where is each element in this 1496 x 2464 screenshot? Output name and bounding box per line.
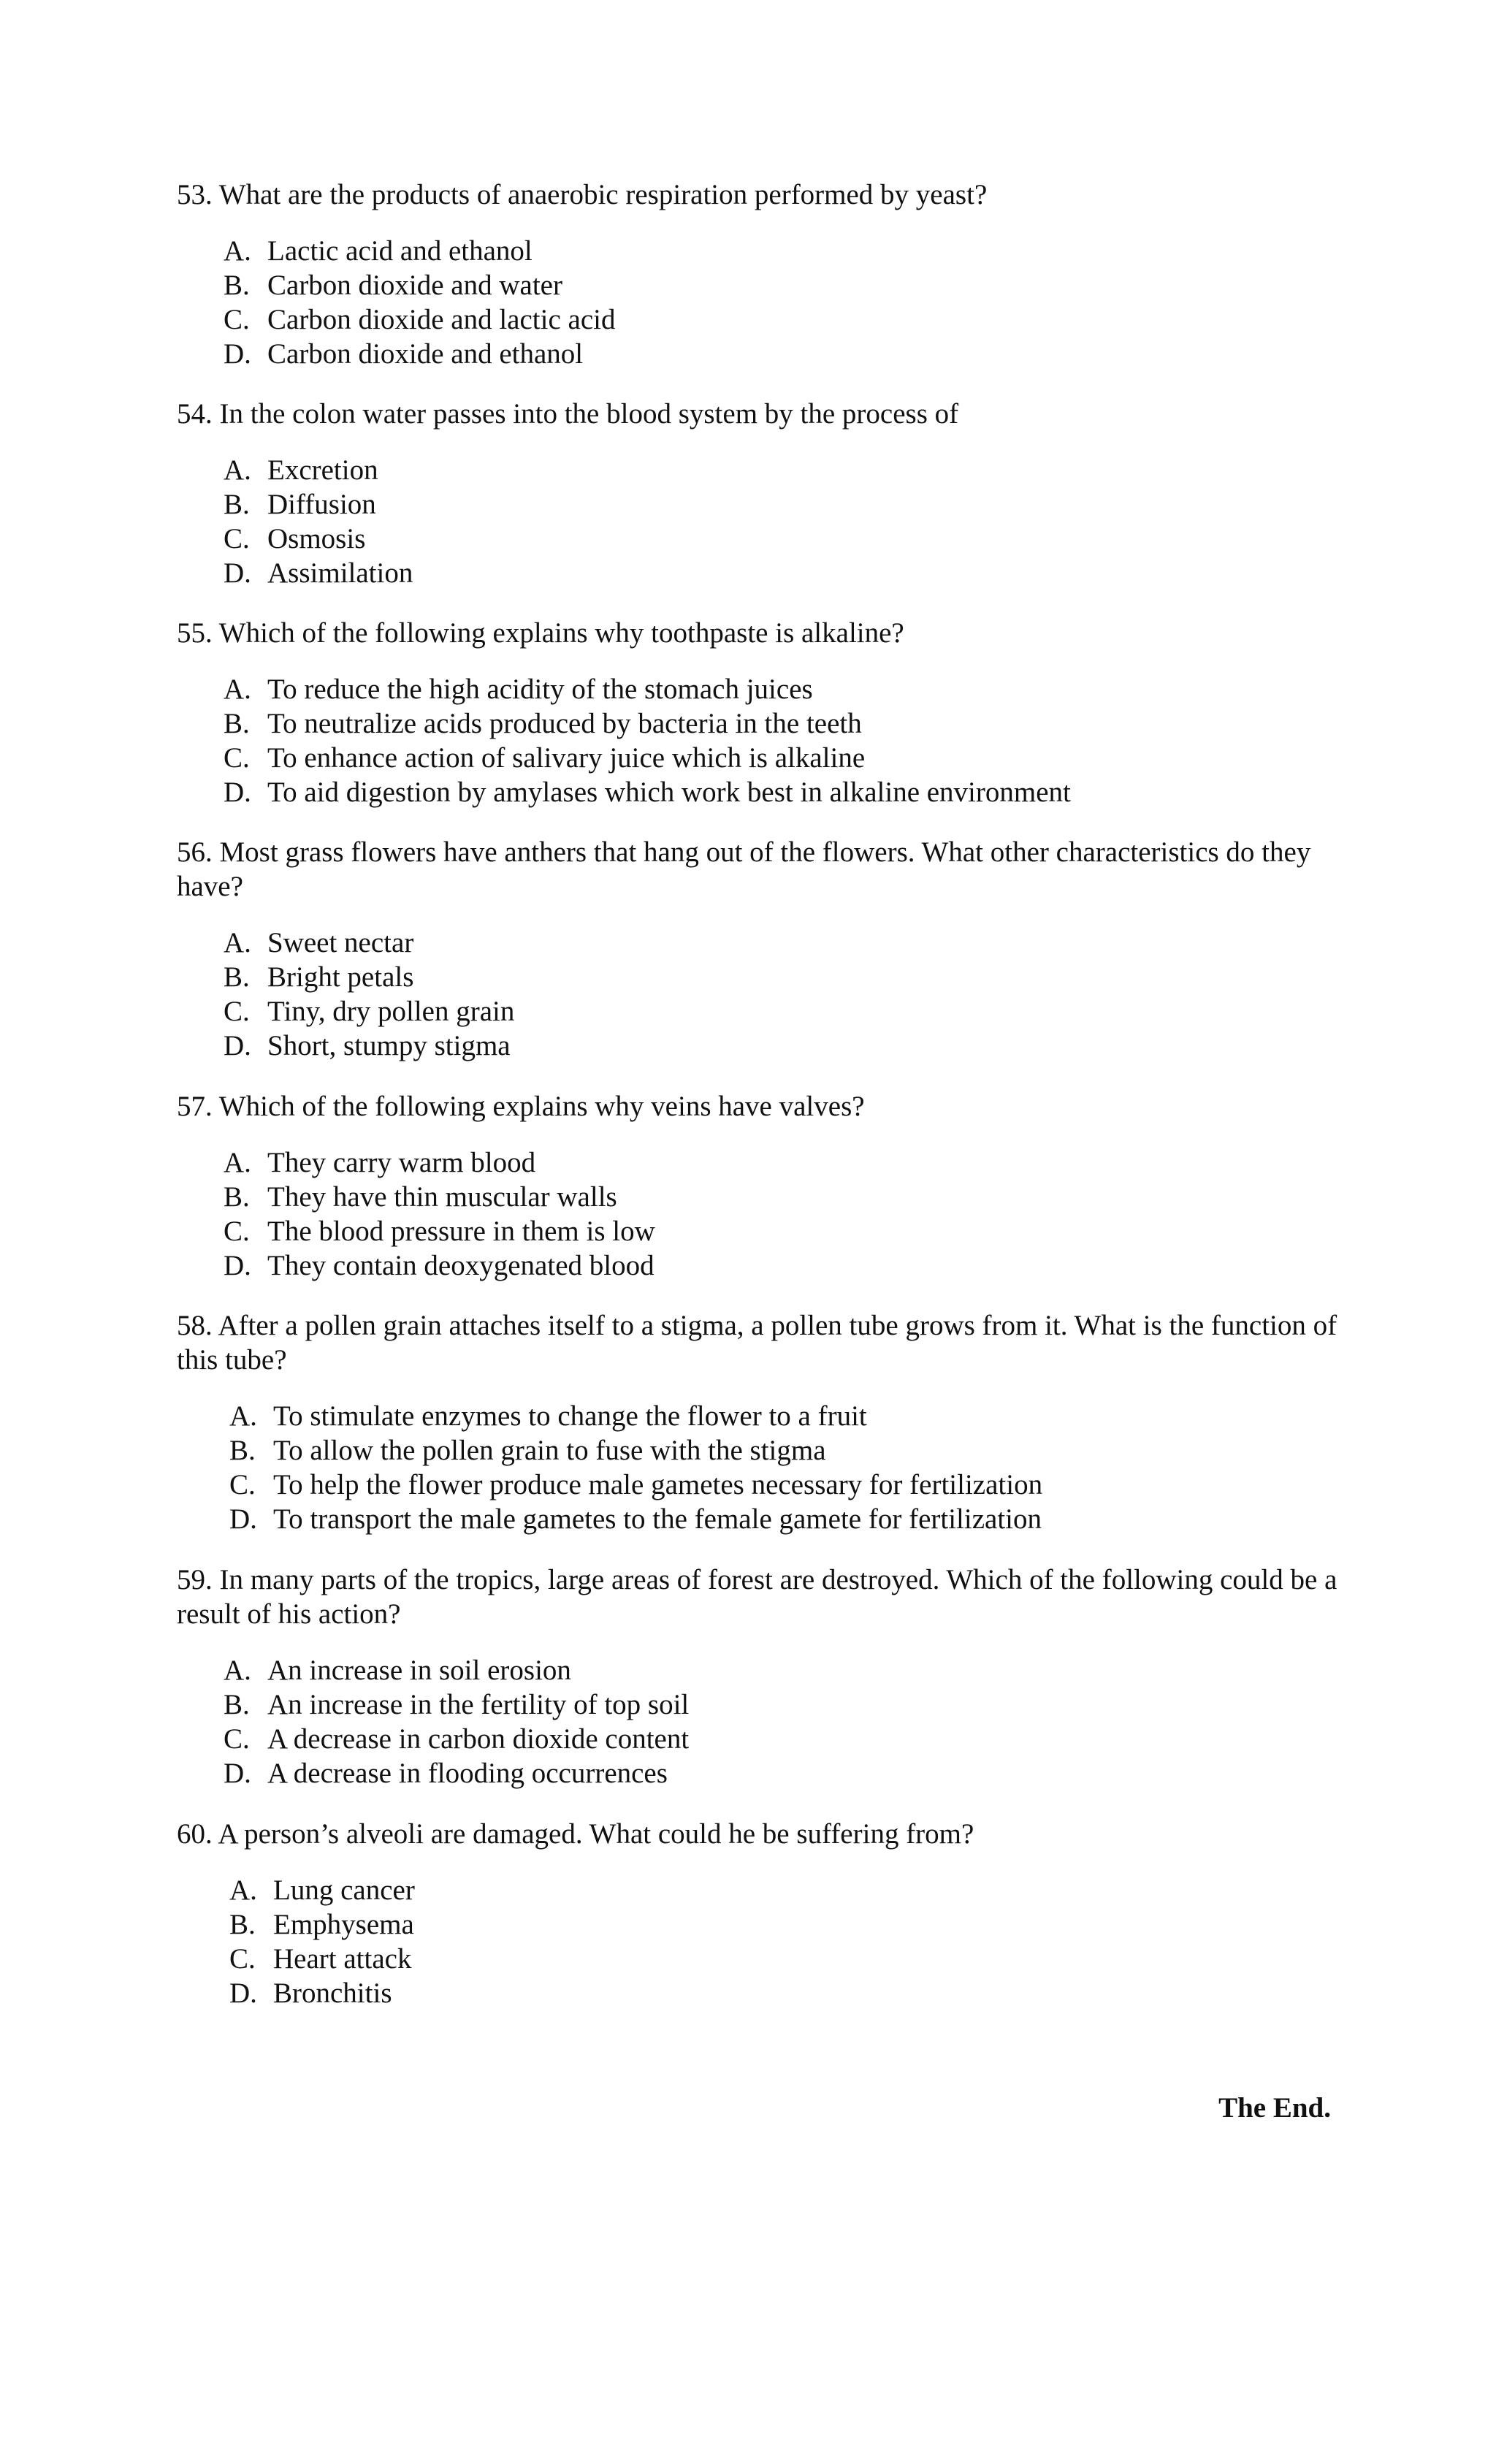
option-d: D. To transport the male gametes to the female gamete for fertilization	[229, 1503, 1042, 1535]
option-d: D. Carbon dioxide and ethanol	[224, 338, 584, 370]
option-c: C. To enhance action of salivary juice which is alkaline	[224, 742, 866, 774]
option-list	[224, 672, 1346, 809]
option-b: B. Carbon dioxide and water	[224, 270, 562, 301]
question-stem: 57. Which of the following explains why veins have valves?	[177, 1091, 865, 1122]
option-list	[224, 234, 1346, 371]
option-c: C. Carbon dioxide and lactic acid	[224, 304, 616, 335]
option-d: D. To aid digestion by amylases which work best in alkaline environment	[224, 777, 1071, 808]
option-a: A. Sweet nectar	[224, 927, 414, 958]
option-c: C. A decrease in carbon dioxide content	[224, 1723, 690, 1755]
end-label: The End.	[1218, 2092, 1331, 2124]
question-stem: 54. In the colon water passes into the blood system by the process of	[177, 398, 959, 430]
option-d: D. Assimilation	[224, 557, 413, 589]
option-list	[229, 1873, 1346, 2010]
option-c: C. Heart attack	[229, 1943, 412, 1975]
option-a: A. Lactic acid and ethanol	[224, 235, 533, 267]
option-b: B. They have thin muscular walls	[224, 1181, 617, 1213]
option-b: B. Bright petals	[224, 961, 414, 993]
option-b: B. Diffusion	[224, 489, 376, 520]
option-b: B. To neutralize acids produced by bacteria in the teeth	[224, 708, 862, 739]
option-c: C. The blood pressure in them is low	[224, 1216, 655, 1247]
option-b: B. Emphysema	[229, 1909, 414, 1940]
question-stem: 56. Most grass flowers have anthers that hang out of the flowers. What other characteristics do they have?	[177, 836, 1311, 902]
option-list	[229, 1399, 1346, 1536]
question-stem: 53. What are the products of anaerobic respiration performed by yeast?	[177, 179, 988, 210]
option-d: D. Bronchitis	[229, 1977, 392, 2009]
option-c: C. Tiny, dry pollen grain	[224, 996, 515, 1027]
option-list	[224, 1145, 1346, 1283]
option-a: A. Excretion	[224, 454, 378, 486]
option-b: B. An increase in the fertility of top soil	[224, 1689, 690, 1720]
question-stem: 55. Which of the following explains why toothpaste is alkaline?	[177, 617, 904, 649]
question-54	[177, 397, 1346, 590]
option-list	[224, 1653, 1346, 1790]
question-stem: 59. In many parts of the tropics, large areas of forest are destroyed. Which of the following could be a result of his action?	[177, 1564, 1337, 1630]
option-c: C. To help the flower produce male gametes necessary for fertilization	[229, 1469, 1043, 1500]
option-d: D. Short, stumpy stigma	[224, 1030, 511, 1061]
option-c: C. Osmosis	[224, 523, 366, 554]
option-b: B. To allow the pollen grain to fuse with the stigma	[229, 1435, 826, 1466]
option-d: D. A decrease in flooding occurrences	[224, 1758, 668, 1789]
option-a: A. To stimulate enzymes to change the flower to a fruit	[229, 1400, 867, 1432]
question-60	[177, 1817, 1346, 2010]
option-a: A. To reduce the high acidity of the stomach juices	[224, 674, 813, 705]
option-a: A. Lung cancer	[229, 1874, 415, 1906]
question-57	[177, 1089, 1346, 1283]
option-list	[224, 453, 1346, 590]
question-56	[177, 835, 1346, 1063]
question-stem: 58. After a pollen grain attaches itself to a stigma, a pollen tube grows from it. What is the function of this tube?	[177, 1310, 1337, 1376]
question-55	[177, 616, 1346, 809]
option-a: A. An increase in soil erosion	[224, 1655, 571, 1686]
option-list	[224, 926, 1346, 1063]
option-a: A. They carry warm blood	[224, 1147, 536, 1178]
question-53	[177, 178, 1346, 371]
question-58	[177, 1308, 1346, 1536]
question-stem: 60. A person’s alveoli are damaged. What could he be suffering from?	[177, 1818, 974, 1850]
option-d: D. They contain deoxygenated blood	[224, 1250, 654, 1281]
question-59	[177, 1563, 1346, 1790]
